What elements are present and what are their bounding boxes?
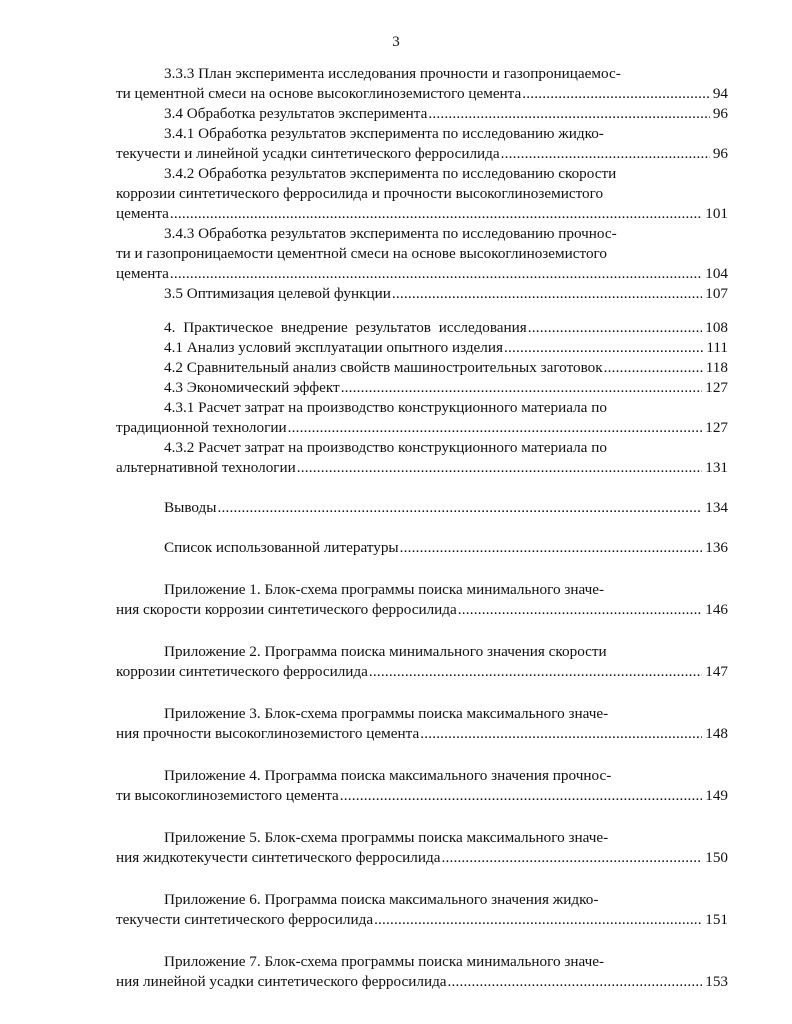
toc-entry-text: ти и газопроницаемости цементной смеси на основе высокоглиноземистого [116, 245, 608, 262]
leader-dots [448, 972, 703, 992]
toc-entry-4 [116, 318, 728, 338]
toc-entry-text: 3.4.3 Обработка результатов эксперимента по исследованию прочнос- [164, 225, 617, 242]
leader-dots [522, 84, 710, 104]
toc-entry-appendix-5 [116, 828, 728, 868]
leader-dots [288, 418, 703, 438]
toc-page-number: 148 [705, 725, 728, 742]
toc-entry-appendix-1 [116, 580, 728, 620]
leader-dots [400, 538, 703, 558]
toc-page-number: 150 [705, 849, 728, 866]
leader-dots [501, 144, 710, 164]
toc-page-number: 149 [705, 787, 728, 804]
toc-entry-3-4 [116, 104, 728, 124]
toc-page-number: 96 [712, 105, 728, 122]
toc-page-number: 153 [705, 973, 728, 990]
toc-entry-text: Приложение 5. Блок-схема программы поиска максимального значе- [164, 829, 609, 846]
toc-entry-appendix-2 [116, 642, 728, 682]
leader-dots [218, 498, 703, 518]
toc-page-number: 131 [705, 459, 728, 476]
toc-entry-text: Список использованной литературы [164, 539, 399, 556]
toc-entry-text: традиционной технологии [116, 419, 287, 436]
toc-entry-text: 4.3 Экономический эффект [164, 379, 340, 396]
toc-entry-3-5 [116, 284, 728, 304]
toc-entry-text: 4.1 Анализ условий эксплуатации опытного изделия [164, 339, 503, 356]
leader-dots [369, 662, 702, 682]
toc-page-number: 104 [705, 265, 728, 282]
toc-entry-text: ния жидкотекучести синтетического ферросилида [116, 849, 441, 866]
leader-dots [392, 284, 702, 304]
toc-entry-text: ния линейной усадки синтетического ферросилида [116, 973, 447, 990]
toc-page-number: 108 [705, 319, 728, 336]
toc-page-number: 127 [705, 379, 728, 396]
toc-entry-text: коррозии синтетического ферросилида и прочности высокоглиноземистого [116, 185, 604, 202]
toc-entry-text: 3.4.1 Обработка результатов эксперимента по исследованию жидко- [164, 125, 604, 142]
leader-dots [604, 358, 703, 378]
leader-dots [341, 378, 703, 398]
toc-page-number: 127 [705, 419, 728, 436]
toc-page-number: 118 [705, 359, 728, 376]
toc-page-number: 147 [705, 663, 728, 680]
toc-entry-text: 4.2 Сравнительный анализ свойств машиностроительных заготовок [164, 359, 603, 376]
toc-entry-appendix-6 [116, 890, 728, 930]
leader-dots [504, 338, 703, 358]
toc-entry-text: 3.4 Обработка результатов эксперимента [164, 105, 428, 122]
toc-entry-text: альтернативной технологии [116, 459, 296, 476]
toc-entry-text: ния скорости коррозии синтетического ферросилида [116, 601, 457, 618]
toc-entry-text: цемента [116, 205, 169, 222]
toc-entry-text: 4.3.1 Расчет затрат на производство конструкционного материала по [164, 399, 607, 416]
toc-entry-3-3-3 [116, 64, 728, 104]
leader-dots [340, 786, 702, 806]
toc-page-number: 101 [705, 205, 728, 222]
toc-entry-4-3-1 [116, 398, 728, 438]
toc-entry-text: Приложение 7. Блок-схема программы поиска минимального значе- [164, 953, 605, 970]
toc-entry-appendix-4 [116, 766, 728, 806]
toc-page-number: 94 [712, 85, 728, 102]
leader-dots [420, 724, 702, 744]
leader-dots [170, 204, 702, 224]
leader-dots [528, 318, 702, 338]
toc-entry-3-4-1 [116, 124, 728, 164]
toc-page-number: 111 [706, 339, 728, 356]
toc-entry-text: Приложение 1. Блок-схема программы поиска минимального значе- [164, 581, 605, 598]
toc-entry-text: Приложение 3. Блок-схема программы поиска максимального значе- [164, 705, 609, 722]
toc-entry-4-1 [116, 338, 728, 358]
toc-entry-text: 3.5 Оптимизация целевой функции [164, 285, 391, 302]
table-of-contents [116, 64, 728, 992]
leader-dots [428, 104, 709, 124]
toc-entry-text: Приложение 6. Программа поиска максимального значения жидко- [164, 891, 599, 908]
toc-page-number: 96 [712, 145, 728, 162]
toc-entry-text: 4.3.2 Расчет затрат на производство конструкционного материала по [164, 439, 607, 456]
toc-entry-text: текучести синтетического ферросилида [116, 911, 374, 928]
leader-dots [374, 910, 702, 930]
toc-page-number: 107 [705, 285, 728, 302]
toc-entry-4-3-2 [116, 438, 728, 478]
leader-dots [170, 264, 702, 284]
toc-page-number: 146 [705, 601, 728, 618]
toc-entry-text: 4. Практическое внедрение результатов исследования [164, 319, 527, 336]
toc-entry-4-2 [116, 358, 728, 378]
toc-entry-4-3 [116, 378, 728, 398]
leader-dots [458, 600, 702, 620]
toc-entry-text: коррозии синтетического ферросилида [116, 663, 368, 680]
page-number: 3 [392, 34, 400, 50]
toc-entry-3-4-2 [116, 164, 728, 224]
leader-dots [297, 458, 702, 478]
toc-entry-text: ния прочности высокоглиноземистого цемента [116, 725, 420, 742]
toc-entry-text: 3.4.2 Обработка результатов эксперимента по исследованию скорости [164, 165, 617, 182]
toc-entry-appendix-7 [116, 952, 728, 992]
toc-page-number: 134 [705, 499, 728, 516]
toc-entry-text: Приложение 2. Программа поиска минимального значения скорости [164, 643, 607, 660]
toc-entry-conclusions [116, 498, 728, 518]
toc-entry-text: 3.3.3 План эксперимента исследования прочности и газопроницаемос- [164, 65, 621, 82]
toc-page-number: 136 [705, 539, 728, 556]
toc-page-number: 151 [705, 911, 728, 928]
toc-entry-appendix-3 [116, 704, 728, 744]
toc-entry-text: цемента [116, 265, 169, 282]
toc-entry-text: текучести и линейной усадки синтетического ферросилида [116, 145, 500, 162]
toc-entry-3-4-3 [116, 224, 728, 284]
leader-dots [441, 848, 702, 868]
toc-entry-text: ти цементной смеси на основе высокоглиноземистого цемента [116, 85, 522, 102]
toc-entry-text: Выводы [164, 499, 217, 516]
toc-entry-references [116, 538, 728, 558]
toc-entry-text: Приложение 4. Программа поиска максимального значения прочнос- [164, 767, 612, 784]
toc-entry-text: ти высокоглиноземистого цемента [116, 787, 339, 804]
